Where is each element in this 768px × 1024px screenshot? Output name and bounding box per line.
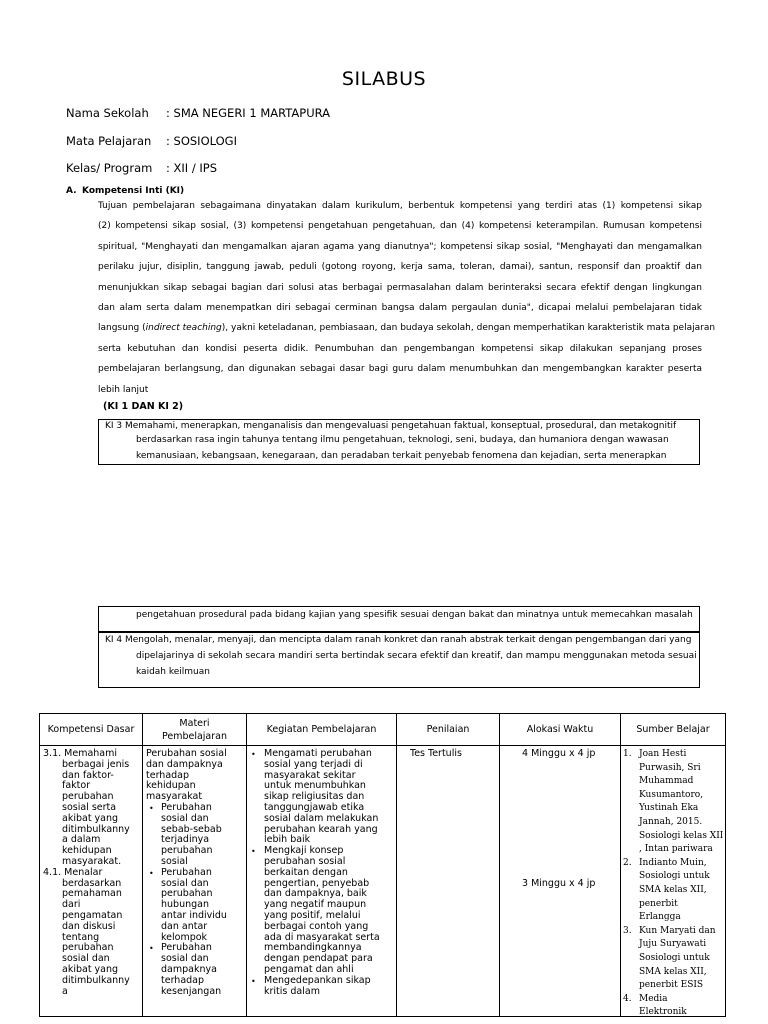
materi-item-line: antar individu: [161, 910, 227, 921]
ki12-heading: (KI 1 DAN KI 2): [103, 401, 184, 412]
kd-line: pengamatan: [62, 910, 123, 921]
intro-line: (2) kompetensi sikap sosial, (3) kompetensi pengetahuan pengetahuan, dan (4) kompetensi keterampilan. Rumusan kompetensi: [98, 221, 702, 232]
sumber-line: Sosiologi kelas XII: [639, 830, 724, 841]
intro-line: pembelajaran berlangsung, dan digunakan sebagai dasar bagi guru dalam menumbuhkan dan mengembangkan karakter peserta: [98, 364, 702, 375]
materi-item-line: dan antar: [161, 920, 208, 932]
sumber-line: Purwasih, Sri: [639, 762, 701, 773]
intro-line: perilaku jujur, disiplin, tanggung jawab, peduli (gotong royong, kerja sama, toleran, damai), santun, responsif dan proaktif dan: [98, 262, 702, 273]
bullet-icon: •: [251, 847, 256, 857]
intro-paragraph: [98, 196, 716, 400]
materi-item-line: dampaknya: [161, 964, 217, 975]
ki3-line: KI 3 Memahami, menerapkan, menganalisis dan mengevaluasi pengetahuan faktual, konseptual, prosedural, dan metakognitif: [105, 421, 677, 431]
ki4-line: KI 4 Mengolah, menalar, menyaji, dan mencipta dalam ranah konkret dan ranah abstrak terkait dengan pengembangan dari yang: [105, 635, 692, 645]
materi-cell: [143, 746, 247, 1017]
intro-line: dan alam serta dalam menempatkan diri sebagai cerminan bangsa dalam pergaulan dunia", dicapai melalui pembelajaran tidak: [98, 302, 702, 313]
materi-item-line: kelompok: [161, 931, 208, 943]
ki3-box: [98, 419, 700, 465]
sumber-line: Kusumantoro,: [639, 789, 704, 800]
section-a-heading: [66, 186, 184, 196]
kd-line: perubahan: [62, 942, 114, 954]
sumber-line: Jannah, 2015.: [639, 817, 703, 827]
kegiatan-line: berbagai contoh yang: [264, 920, 369, 932]
kd-line: ditimbulkanny: [62, 823, 130, 835]
materi-line: dan dampaknya: [146, 758, 223, 770]
header-alokasi: Alokasi Waktu: [500, 714, 621, 746]
kd-line: dan diskusi: [62, 920, 116, 932]
kegiatan-line: perubahan sosial: [264, 856, 346, 867]
kd-line: 4.1. Menalar: [43, 866, 103, 878]
bullet-icon: •: [149, 804, 154, 813]
ki3-continued-box: [98, 606, 700, 632]
kd-line: ditimbulkanny: [62, 974, 130, 986]
intro-line: spiritual, "Menghayati dan mengamalkan ajaran agama yang dianutnya"; kompetensi sikap sosial, "Menghayati dan mengamalkan: [98, 241, 702, 252]
table-header-row: [40, 714, 726, 746]
kd-line: masyarakat.: [62, 856, 122, 867]
materi-item-line: terjadinya: [161, 834, 210, 846]
materi-item-line: sosial dan: [161, 812, 209, 824]
kegiatan-line: membandingkannya: [264, 942, 362, 954]
materi-item-line: sosial dan: [161, 877, 209, 889]
materi-item-line: kesenjangan: [161, 985, 222, 997]
kegiatan-line: perubahan kearah yang: [264, 823, 378, 835]
sumber-line: Joan Hesti: [639, 749, 687, 759]
sumber-number: 4.: [623, 993, 632, 1004]
intro-italic-term: indirect teaching: [145, 323, 222, 334]
sumber-line: Kun Maryati dan: [639, 925, 716, 936]
kegiatan-line: berkaitan dengan: [264, 866, 348, 878]
subject-value: : SOSIOLOGI: [166, 134, 237, 148]
materi-line: Perubahan sosial: [146, 748, 227, 759]
sumber-line: Sosiologi untuk: [639, 871, 710, 882]
ki3-continued-line: pengetahuan prosedural pada bidang kajian yang spesifik sesuai dengan bakat dan minatnya untuk memecahkan masalah: [136, 610, 693, 620]
intro-line: langsung (indirect teaching), yakni keteladanan, pembiasaan, dan budaya sekolah, dengan memperhatikan karakteristik mata pelajaran: [98, 323, 716, 334]
kegiatan-line: dengan pendapat para: [264, 953, 373, 965]
sumber-number: 1.: [623, 749, 632, 759]
section-a-title: Kompetensi Inti (KI): [82, 186, 185, 196]
sumber-cell: [621, 746, 726, 1017]
kd-line: a: [62, 985, 68, 997]
kd-line: berdasarkan: [62, 877, 122, 889]
class-program-label: Kelas/ Program: [66, 161, 153, 175]
sumber-line: SMA kelas XII,: [639, 885, 707, 895]
bullet-icon: •: [251, 750, 256, 759]
kd-line: pemahaman: [62, 888, 122, 900]
materi-item-line: Perubahan: [161, 802, 212, 813]
header-penilaian: Penilaian: [397, 714, 500, 746]
kd-line: perubahan: [62, 791, 114, 803]
kd-line: faktor: [62, 780, 91, 792]
sumber-line: penerbit: [639, 898, 678, 909]
kd-line: tentang: [62, 931, 100, 943]
materi-line: kehidupan: [146, 780, 196, 792]
section-a-number: A.: [66, 186, 77, 196]
materi-item-line: perubahan: [161, 845, 213, 857]
materi-item-line: hubungan: [161, 899, 209, 911]
kd-line: dan faktor-: [62, 769, 114, 781]
header-kegiatan: Kegiatan Pembelajaran: [247, 714, 397, 746]
kegiatan-line: pengertian, penyebab: [264, 877, 370, 889]
kegiatan-line: sosial yang terjadi di: [264, 758, 363, 770]
ki4-line: kaidah keilmuan: [136, 667, 210, 677]
kd-line: dari: [62, 899, 81, 911]
materi-item-line: sosial dan: [161, 953, 209, 965]
class-program-value: : XII / IPS: [166, 161, 218, 175]
header-materi: Materi Pembelajaran: [143, 714, 247, 746]
sumber-line: Muhammad: [639, 776, 694, 787]
sumber-line: Indianto Muin,: [639, 857, 707, 868]
penilaian-value: Tes Tertulis: [410, 748, 462, 759]
sumber-line: Yustinah Eka: [639, 803, 699, 814]
sumber-line: penerbit ESIS: [639, 980, 704, 991]
sumber-line: Juju Suryawati: [639, 939, 707, 950]
sumber-line: SMA kelas XII,: [639, 966, 707, 977]
kegiatan-line: tanggungjawab etika: [264, 802, 365, 813]
header-sumber: Sumber Belajar: [621, 714, 726, 746]
kegiatan-line: yang positif, melalui: [264, 910, 361, 921]
materi-line: terhadap: [146, 769, 190, 781]
sumber-line: Media: [639, 993, 668, 1004]
materi-item-line: perubahan: [161, 888, 213, 900]
kd-line: akibat yang: [62, 812, 119, 824]
bullet-icon: •: [251, 976, 256, 986]
kegiatan-line: yang negatif maupun: [264, 899, 367, 911]
sumber-line: Sosiologi untuk: [639, 953, 710, 963]
kd-cell: [40, 746, 143, 1017]
page-title: SILABUS: [341, 68, 427, 90]
sumber-number: 3.: [623, 925, 632, 936]
alokasi-value: 3 Minggu x 4 jp: [522, 878, 596, 889]
ki4-box: [98, 632, 700, 688]
bullet-icon: •: [149, 944, 154, 954]
materi-item-line: Perubahan: [161, 942, 212, 954]
intro-line: lebih lanjut: [98, 384, 149, 395]
kegiatan-line: Mengedepankan sikap: [264, 974, 371, 986]
kd-line: a dalam: [62, 834, 101, 846]
kegiatan-line: masyarakat sekitar: [264, 769, 356, 781]
materi-item-line: terhadap: [161, 974, 205, 986]
penilaian-cell: [397, 746, 500, 1017]
alokasi-cell: [500, 746, 621, 1017]
kegiatan-line: ada di masyarakat serta: [264, 931, 380, 943]
materi-item-line: Perubahan: [161, 866, 212, 878]
kegiatan-line: pengamat dan ahli: [264, 964, 354, 975]
ki3-line: kemanusiaan, kebangsaan, kenegaraan, dan peradaban terkait penyebab fenomena dan kejadian, serta menerapkan: [136, 451, 667, 461]
sumber-line: Erlangga: [639, 912, 681, 923]
kd-line: sosial serta: [62, 802, 117, 813]
kegiatan-line: dan dampaknya, baik: [264, 888, 367, 900]
kegiatan-line: lebih baik: [264, 834, 311, 846]
kd-line: kehidupan: [62, 845, 112, 857]
intro-line: Tujuan pembelajaran sebagaimana dinyatakan dalam kurikulum, berbentuk kompetensi yang terdiri atas (1) kompetensi sikap: [98, 201, 702, 211]
materi-item-line: sosial: [161, 856, 188, 867]
kegiatan-line: sosial dalam melakukan: [264, 812, 379, 824]
intro-line: serta kebutuhan dan kondisi peserta didik. Penumbuhan dan pengembangan kompetensi sikap dilakukan sepanjang proses: [98, 343, 702, 354]
sumber-line: Elektronik: [639, 1007, 687, 1016]
sumber-number: 2.: [623, 857, 632, 868]
kegiatan-line: Mengamati perubahan: [264, 748, 372, 759]
ki3-line: berdasarkan rasa ingin tahunya tentang ilmu pengetahuan, teknologi, seni, budaya, dan humaniora dengan wawasan: [136, 435, 669, 445]
syllabus-table: [39, 713, 726, 1017]
subject-label: Mata Pelajaran: [66, 134, 152, 148]
alokasi-value: 4 Minggu x 4 jp: [522, 748, 596, 759]
materi-item-line: sebab-sebab: [161, 823, 222, 835]
school-name-value: : SMA NEGERI 1 MARTAPURA: [166, 106, 331, 120]
kegiatan-line: sikap religiusitas dan: [264, 791, 365, 803]
school-name-label: Nama Sekolah: [66, 106, 149, 120]
kegiatan-line: kritis dalam: [264, 985, 320, 997]
bullet-icon: •: [149, 868, 154, 878]
kd-line: akibat yang: [62, 964, 119, 975]
kegiatan-line: untuk menumbuhkan: [264, 780, 366, 792]
kd-line: berbagai jenis: [62, 758, 130, 770]
kegiatan-line: Mengkaji konsep: [264, 845, 344, 857]
kd-line: sosial dan: [62, 953, 110, 965]
kegiatan-cell: [247, 746, 397, 1017]
sumber-line: , Intan pariwara: [639, 844, 713, 855]
header-kompetensi-dasar: Kompetensi Dasar: [40, 714, 143, 746]
ki4-line: dipelajarinya di sekolah secara mandiri serta bertindak secara efektif dan kreatif, dan mampu menggunakan metoda sesuai: [136, 651, 697, 661]
intro-line: menunjukkan sikap sebagai bagian dari solusi atas berbagai permasalahan dalam berinteraksi secara efektif dengan lingkungan: [98, 282, 702, 293]
materi-line: masyarakat: [146, 791, 203, 803]
kd-line: 3.1. Memahami: [43, 748, 118, 759]
table-row: [40, 746, 726, 1017]
